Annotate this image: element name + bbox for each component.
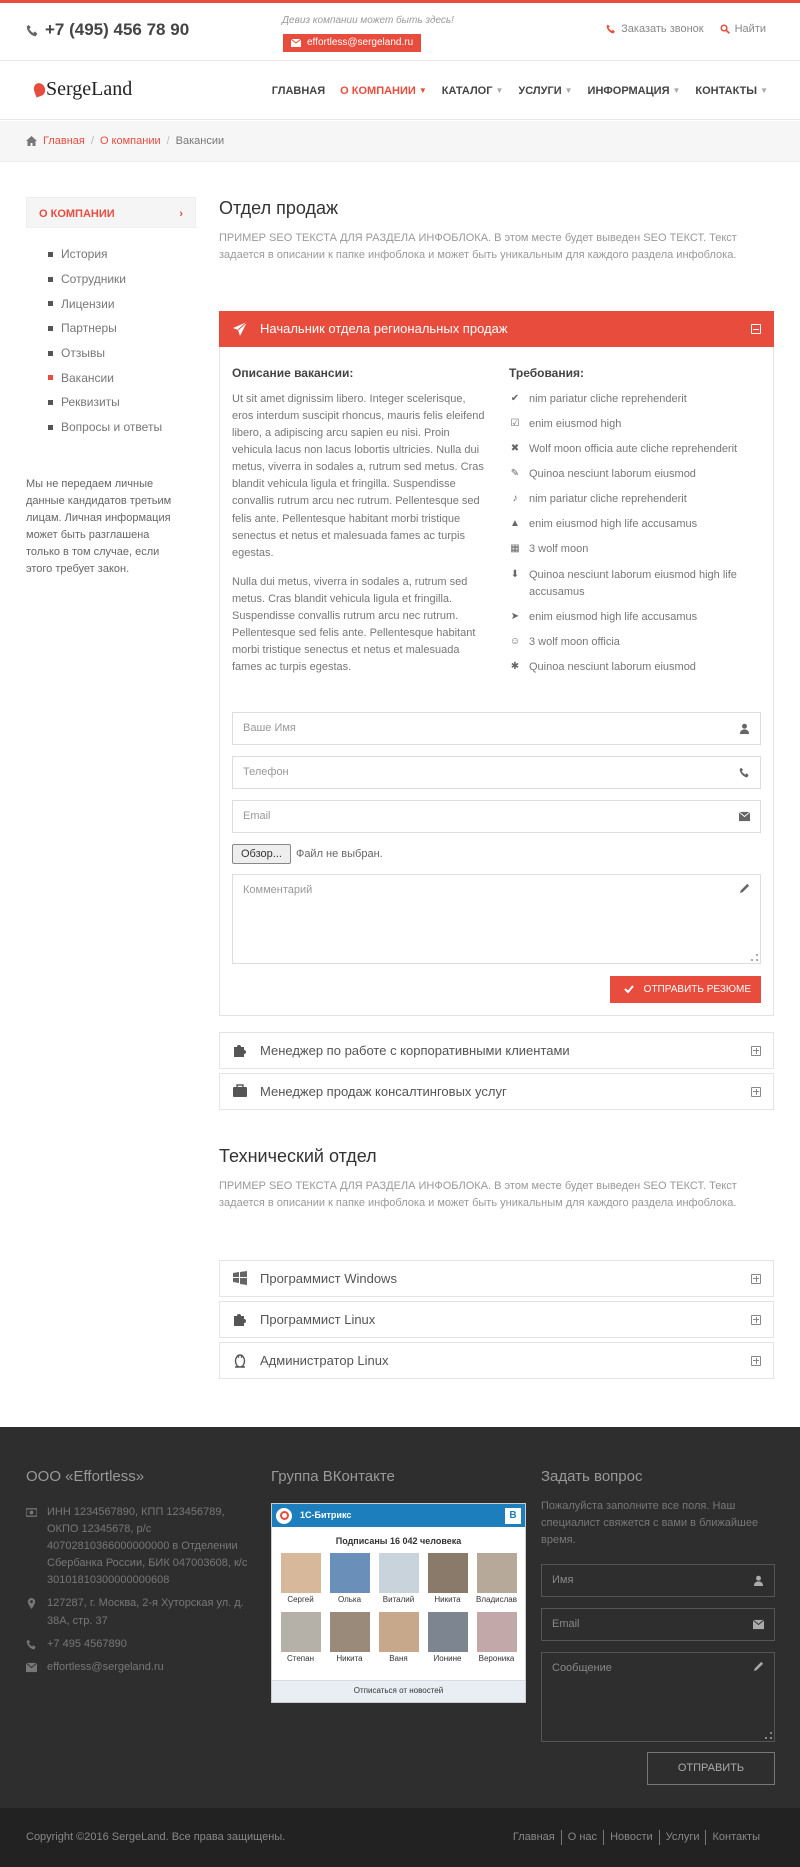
tech-section xyxy=(219,1144,774,1212)
footer-address xyxy=(26,1595,256,1629)
expand-icon[interactable] xyxy=(751,1356,761,1366)
question-name-input[interactable] xyxy=(541,1564,775,1597)
phone-icon xyxy=(739,767,750,778)
requirement-text: nim pariatur cliche reprehenderit xyxy=(529,493,687,506)
money-icon xyxy=(26,1507,37,1518)
sales-vacancy-list xyxy=(219,1032,774,1110)
bullet-icon xyxy=(48,375,53,380)
requirement-item xyxy=(509,516,761,533)
address-text: 127287, г. Москва, 2-я Хуторская ул. д. 38А, стр. 37 xyxy=(47,1597,244,1627)
nav-label: О КОМПАНИИ xyxy=(340,85,416,97)
nav-label: КАТАЛОГ xyxy=(441,85,493,97)
bullet-icon xyxy=(48,351,53,356)
vk-member-name: Ионине xyxy=(433,1653,462,1663)
footer-question-title: Задать вопрос xyxy=(541,1468,643,1485)
vacancy-title: Менеджер по работе с корпоративными клиентами xyxy=(260,1042,570,1058)
vacancy-item[interactable] xyxy=(219,1260,774,1297)
tech-vacancy-list xyxy=(219,1260,774,1379)
sales-section xyxy=(219,196,774,264)
footer-vk xyxy=(271,1467,395,1487)
map-marker-icon xyxy=(26,1598,37,1609)
flask-icon: ▲ xyxy=(510,518,520,530)
expand-icon[interactable] xyxy=(751,1046,761,1056)
comment-textarea[interactable] xyxy=(232,874,761,964)
check-square-icon: ☑ xyxy=(510,418,520,430)
question-message-placeholder: Сообщение xyxy=(552,1662,612,1675)
requirement-text: 3 wolf moon officia xyxy=(529,635,620,648)
search-icon xyxy=(720,24,730,34)
home-icon[interactable] xyxy=(26,136,37,146)
main-nav xyxy=(272,84,768,99)
user-icon xyxy=(753,1575,764,1586)
vacancy-item[interactable] xyxy=(219,1342,774,1379)
footer-requisites xyxy=(26,1504,256,1589)
tech-title: Технический отдел xyxy=(219,1146,377,1166)
nav-label: УСЛУГИ xyxy=(518,85,562,97)
description-heading: Описание вакансии: xyxy=(232,366,354,380)
puzzle-icon xyxy=(232,1042,248,1058)
avatar xyxy=(330,1553,370,1593)
vk-group-name: 1С-Битрикс xyxy=(300,1510,352,1521)
avatar xyxy=(281,1612,321,1652)
sidebar-item-history[interactable] xyxy=(48,242,196,267)
chevron-down-icon: ▼ xyxy=(564,86,573,96)
vk-member[interactable] xyxy=(374,1612,423,1665)
check-icon: ✔ xyxy=(510,393,520,405)
envelope-icon xyxy=(26,1662,37,1673)
send-resume-button[interactable] xyxy=(610,976,761,1003)
vk-member-name: Олька xyxy=(337,1595,362,1605)
requirement-text: nim pariatur cliche reprehenderit xyxy=(529,393,687,406)
expand-icon[interactable] xyxy=(751,1274,761,1284)
footer xyxy=(0,1427,800,1808)
search-link[interactable] xyxy=(720,22,766,37)
vk-member-name: Владислав xyxy=(476,1595,517,1605)
user-icon xyxy=(739,723,750,734)
avatar xyxy=(281,1553,321,1593)
requirement-item xyxy=(509,659,761,676)
sidebar-item-label: Реквизиты xyxy=(61,395,120,410)
copyright: Copyright ©2016 SergeLand. Все права защищены. xyxy=(26,1831,286,1843)
bitrix-logo-icon xyxy=(276,1508,292,1524)
avatar xyxy=(428,1612,468,1652)
sidebar-item-faq[interactable] xyxy=(48,415,196,440)
footer-company-title: ООО «Effortless» xyxy=(26,1468,145,1485)
requirement-item xyxy=(509,466,761,483)
chevron-right-icon: › xyxy=(179,208,183,220)
chevron-down-icon: ▼ xyxy=(418,86,427,96)
requirements-list xyxy=(509,391,761,676)
tech-seo-text: ПРИМЕР SEO ТЕКСТА ДЛЯ РАЗДЕЛА ИНФОБЛОКА. В этом месте будет выведен SEO ТЕКСТ. Текст задается в описании к папке инфоблока и может быть уникальным для каждого раздела инфоблока. xyxy=(219,1180,737,1210)
phone-icon xyxy=(26,24,39,37)
vk-member[interactable] xyxy=(374,1553,423,1606)
sales-title: Отдел продаж xyxy=(219,198,338,218)
requirement-item xyxy=(509,567,761,601)
sidebar-item-label: Лицензии xyxy=(61,296,115,311)
bottom-link-about[interactable]: О нас xyxy=(561,1830,603,1845)
vacancy-accordion xyxy=(219,311,774,1016)
requirement-item xyxy=(509,541,761,558)
vk-member[interactable] xyxy=(423,1612,472,1665)
question-email-placeholder: Email xyxy=(552,1618,580,1631)
email-placeholder: Email xyxy=(243,810,271,823)
sidebar-item-reviews[interactable] xyxy=(48,341,196,366)
bullet-icon xyxy=(48,400,53,405)
bottom-links xyxy=(507,1830,766,1845)
browse-button[interactable]: Обзор... xyxy=(232,844,291,864)
vk-members xyxy=(272,1553,525,1665)
vk-member[interactable] xyxy=(472,1612,521,1665)
vacancy-item[interactable] xyxy=(219,1301,774,1338)
avatar xyxy=(477,1553,517,1593)
breadcrumb-separator: / xyxy=(166,134,170,147)
requirement-item xyxy=(509,634,761,651)
bullet-icon xyxy=(48,252,53,257)
company-motto: Девиз компании может быть здесь! xyxy=(282,15,454,26)
asterisk-icon: ✱ xyxy=(510,660,520,672)
sidebar-item-staff[interactable] xyxy=(48,267,196,292)
description-paragraph: Ut sit amet dignissim libero. Integer scelerisque, eros interdum suscipit rhoncus, mauris felis eleifend libero, a adipiscing arcu sapien eu nisi. Proin vehicula lacus non lacus lobortis ultricies. Nulla dui metus, viverra in sodales a, rutrum sed metus. Cras blandit vehicula ligula et fringilla. Suspendisse convallis rutrum arcu nec rutrum. Pellentesque sed felis ante. Pellentesque habitant morbi tristique senectus et netus et malesuada fames ac turpis egestas. xyxy=(232,393,485,559)
avatar xyxy=(379,1553,419,1593)
avatar xyxy=(379,1612,419,1652)
requirement-text: 3 wolf moon xyxy=(529,543,589,556)
envelope-icon xyxy=(739,811,750,822)
vk-member[interactable] xyxy=(325,1612,374,1665)
sidebar xyxy=(26,197,196,440)
chevron-down-icon: ▼ xyxy=(495,86,504,96)
vk-widget xyxy=(271,1503,526,1703)
vk-member-name: Степан xyxy=(287,1653,314,1663)
vk-unsubscribe-link[interactable]: Отписаться от новостей xyxy=(272,1680,525,1702)
question-name-placeholder: Имя xyxy=(552,1574,574,1587)
vacancy-title: Программист Linux xyxy=(260,1311,376,1327)
nav-label: ИНФОРМАЦИЯ xyxy=(587,85,670,97)
vacancy-title: Администратор Linux xyxy=(260,1352,389,1368)
requisites-text: ИНН 1234567890, КПП 123456789, ОКПО 12345678, р/с 40702810366000000000 в Отделении Сбербанка России, БИК 047003608, к/с 30101810300000000608 xyxy=(47,1506,248,1587)
privacy-note: Мы не передаем личные данные кандидатов третьим лицам. Личная информация может быть разглашена только в том случае, если этого требует закон. xyxy=(26,478,172,576)
send-icon xyxy=(232,321,248,337)
bullet-icon xyxy=(48,326,53,331)
logo-mark xyxy=(32,82,47,98)
linux-icon xyxy=(232,1352,248,1368)
nav-item-contacts[interactable] xyxy=(695,84,768,99)
resize-handle[interactable] xyxy=(751,954,758,961)
avatar xyxy=(330,1612,370,1652)
question-email-input[interactable] xyxy=(541,1608,775,1641)
phone-text: +7 (495) 456 78 90 xyxy=(45,20,190,39)
vk-member-name: Сергей xyxy=(287,1595,314,1605)
footer-company xyxy=(26,1467,256,1682)
bottom-link-news[interactable]: Новости xyxy=(603,1830,659,1845)
vk-member-name: Виталий xyxy=(382,1595,415,1605)
header-phone[interactable] xyxy=(26,19,189,42)
requirement-text: Quinoa nesciunt laborum eiusmod xyxy=(529,468,696,481)
requirement-text: Quinoa nesciunt laborum eiusmod high life accusamus xyxy=(529,568,737,598)
requirement-item xyxy=(509,441,761,458)
requirements-heading: Требования: xyxy=(509,366,584,380)
check-icon xyxy=(624,984,634,994)
sidebar-item-label: Отзывы xyxy=(61,346,105,360)
vk-member[interactable] xyxy=(325,1553,374,1606)
send-resume-label: ОТПРАВИТЬ РЕЗЮМЕ xyxy=(643,983,751,995)
sidebar-header[interactable] xyxy=(26,197,196,228)
breadcrumb-about[interactable]: О компании xyxy=(99,134,161,147)
requirement-text: Quinoa nesciunt laborum eiusmod xyxy=(529,660,696,673)
avatar xyxy=(477,1612,517,1652)
sidebar-item-label: Партнеры xyxy=(61,321,117,336)
nav-item-services[interactable] xyxy=(518,84,572,99)
sidebar-item-label: История xyxy=(61,247,108,262)
bullet-icon xyxy=(48,301,53,306)
bullet-icon xyxy=(48,425,53,430)
call-back-link[interactable] xyxy=(606,22,703,37)
vk-member-name: Ваня xyxy=(389,1653,408,1663)
envelope-icon xyxy=(753,1619,764,1630)
nav-item-about[interactable] xyxy=(340,84,427,99)
logo-text: SergeLand xyxy=(46,78,133,100)
sidebar-item-label: Сотрудники xyxy=(61,271,126,286)
name-input[interactable] xyxy=(232,712,761,745)
puzzle-icon xyxy=(232,1311,248,1327)
bottom-link-home[interactable]: Главная xyxy=(512,1831,555,1843)
vk-member-name: Никита xyxy=(336,1653,363,1663)
file-status: Файл не выбран. xyxy=(295,847,383,860)
vacancy-title: Программист Windows xyxy=(260,1270,397,1286)
vacancy-title: Менеджер продаж консалтинговых услуг xyxy=(260,1083,507,1099)
footer-phone-text: +7 495 4567890 xyxy=(47,1637,127,1650)
smile-icon: ☺ xyxy=(509,635,521,647)
bullet-icon xyxy=(48,277,53,282)
phone-icon xyxy=(26,1639,37,1650)
send-icon: ➤ xyxy=(510,610,520,622)
expand-icon[interactable] xyxy=(751,1087,761,1097)
comment-placeholder: Комментарий xyxy=(243,883,313,896)
breadcrumb-separator: / xyxy=(90,134,94,147)
collapse-icon[interactable] xyxy=(751,324,761,334)
phone-icon xyxy=(606,24,616,34)
windows-icon xyxy=(232,1270,248,1286)
nav-item-home[interactable] xyxy=(272,84,325,99)
vk-member-name: Никита xyxy=(434,1595,461,1605)
footer-email-text: effortless@sergeland.ru xyxy=(47,1660,164,1673)
sidebar-item-partners[interactable] xyxy=(48,316,196,341)
requirement-text: enim eiusmod high life accusamus xyxy=(529,518,698,531)
breadcrumb-home[interactable]: Главная xyxy=(43,134,85,147)
edit-icon: ✎ xyxy=(510,468,520,480)
vk-member[interactable] xyxy=(472,1553,521,1606)
resume-form xyxy=(232,712,761,1003)
briefcase-icon xyxy=(232,1083,248,1099)
description-paragraph: Nulla dui metus, viverra in sodales a, rutrum sed metus. Cras blandit vehicula ligula et fringilla. Suspendisse convallis rutrum arcu nec rutrum. Pellentesque sed felis ante. Pellentesque habitant morbi tristique senectus et netus et malesuada fames ac turpis egestas. xyxy=(232,575,476,673)
site-logo[interactable] xyxy=(34,76,132,103)
top-bar xyxy=(0,3,800,61)
pencil-icon xyxy=(753,1661,764,1672)
question-send-button[interactable]: ОТПРАВИТЬ xyxy=(647,1752,775,1785)
vk-member[interactable] xyxy=(276,1612,325,1665)
breadcrumb-current: Вакансии xyxy=(175,134,225,147)
nav-label: КОНТАКТЫ xyxy=(695,85,758,97)
requirement-text: enim eiusmod high xyxy=(529,418,622,431)
vk-member[interactable] xyxy=(423,1553,472,1606)
file-upload xyxy=(232,844,761,864)
vacancy-item[interactable] xyxy=(219,1032,774,1069)
pencil-icon xyxy=(739,883,750,894)
sitemap-icon: ▦ xyxy=(510,543,520,555)
header-email-button[interactable] xyxy=(283,34,421,52)
vacancy-panel xyxy=(219,347,774,1016)
vk-member-name: Вероника xyxy=(478,1653,515,1663)
chevron-down-icon: ▼ xyxy=(672,86,681,96)
search-label: Найти xyxy=(734,23,766,35)
download-icon: ⬇ xyxy=(510,568,520,580)
requirement-text: enim eiusmod high life accusamus xyxy=(529,610,698,623)
bottom-link-services[interactable]: Услуги xyxy=(659,1830,706,1845)
main-header xyxy=(0,62,800,120)
requirement-item xyxy=(509,491,761,508)
requirement-item xyxy=(509,416,761,433)
sales-seo-text: ПРИМЕР SEO ТЕКСТА ДЛЯ РАЗДЕЛА ИНФОБЛОКА. В этом месте будет выведен SEO ТЕКСТ. Текст задается в описании к папке инфоблока и может быть уникальным для каждого раздела инфоблока. xyxy=(219,232,737,262)
vacancy-item[interactable] xyxy=(219,1073,774,1110)
vk-subscribers: Подписаны 16 042 человека xyxy=(335,1536,462,1546)
expand-icon[interactable] xyxy=(751,1315,761,1325)
sidebar-item-requisites[interactable] xyxy=(48,390,196,415)
resize-handle[interactable] xyxy=(765,1732,772,1739)
requirement-item xyxy=(509,609,761,626)
sidebar-item-vacancies[interactable] xyxy=(48,365,196,390)
call-back-label: Заказать звонок xyxy=(621,23,704,35)
header-email-text: effortless@sergeland.ru xyxy=(307,37,414,49)
footer-vk-title: Группа ВКонтакте xyxy=(271,1468,395,1485)
email-input[interactable] xyxy=(232,800,761,833)
times-icon: ✖ xyxy=(510,443,520,455)
phone-input[interactable] xyxy=(232,756,761,789)
vacancy-title: Начальник отдела региональных продаж xyxy=(260,321,508,337)
microphone-icon: ♪ xyxy=(512,493,518,505)
nav-label: ГЛАВНАЯ xyxy=(271,85,326,97)
vk-member[interactable] xyxy=(276,1553,325,1606)
footer-email[interactable] xyxy=(26,1659,256,1676)
name-placeholder: Ваше Имя xyxy=(243,722,296,735)
bottom-link-contacts[interactable]: Контакты xyxy=(705,1830,766,1845)
envelope-icon xyxy=(291,39,301,47)
sidebar-item-label: Вопросы и ответы xyxy=(61,420,163,435)
sidebar-item-label: Вакансии xyxy=(61,370,114,385)
phone-placeholder: Телефон xyxy=(243,766,289,779)
footer-question-text: Пожалуйста заполните все поля. Наш специалист свяжется с вами в ближайшее время. xyxy=(541,1500,759,1547)
vk-widget-header[interactable] xyxy=(272,1504,525,1527)
avatar xyxy=(428,1553,468,1593)
sidebar-item-licenses[interactable] xyxy=(48,291,196,316)
chevron-down-icon: ▼ xyxy=(760,86,768,96)
vacancy-header-open[interactable] xyxy=(219,311,774,347)
question-message-textarea[interactable] xyxy=(541,1652,775,1742)
vk-logo-icon: B xyxy=(505,1508,521,1524)
bottom-bar xyxy=(0,1808,800,1867)
nav-item-info[interactable] xyxy=(588,84,681,99)
nav-item-catalog[interactable] xyxy=(442,84,504,99)
footer-question xyxy=(541,1467,775,1742)
sidebar-title: О КОМПАНИИ xyxy=(39,208,115,220)
footer-phone[interactable] xyxy=(26,1636,256,1653)
requirement-text: Wolf moon officia aute cliche reprehenderit xyxy=(529,443,738,456)
breadcrumb xyxy=(0,121,800,162)
requirement-item xyxy=(509,391,761,408)
